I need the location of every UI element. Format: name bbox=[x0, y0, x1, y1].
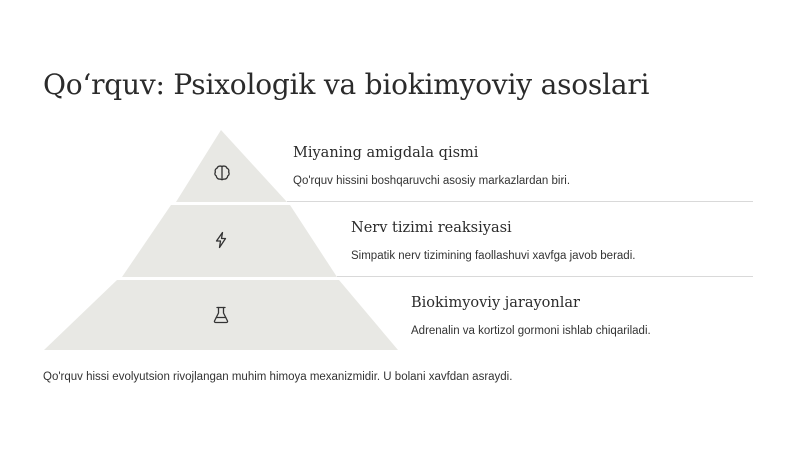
pyramid-level-1 bbox=[293, 145, 570, 187]
level-description: Simpatik nerv tizimining faollashuvi xavfga javob beradi. bbox=[351, 250, 636, 262]
level-heading: Miyaning amigdala qismi bbox=[293, 145, 479, 161]
pyramid-level-2 bbox=[351, 220, 635, 262]
divider bbox=[337, 276, 753, 277]
footer-text: Qo'rquv hissi evolyutsion rivojlangan muhim himoya mexanizmidir. U bolani xavfdan asraydi. bbox=[43, 371, 513, 383]
level-heading: Biokimyoviy jarayonlar bbox=[411, 295, 580, 311]
brain-icon bbox=[212, 163, 232, 183]
divider bbox=[287, 201, 753, 202]
flask-icon bbox=[211, 305, 231, 325]
level-description: Adrenalin va kortizol gormoni ishlab chiqariladi. bbox=[411, 325, 651, 337]
lightning-icon bbox=[211, 230, 231, 250]
pyramid-level-3 bbox=[411, 295, 651, 337]
level-description: Qo'rquv hissini boshqaruvchi asosiy markazlardan biri. bbox=[293, 175, 571, 187]
level-heading: Nerv tizimi reaksiyasi bbox=[351, 220, 512, 236]
slide-title: Qoʻrquv: Psixologik va biokimyoviy asoslari bbox=[43, 68, 650, 101]
